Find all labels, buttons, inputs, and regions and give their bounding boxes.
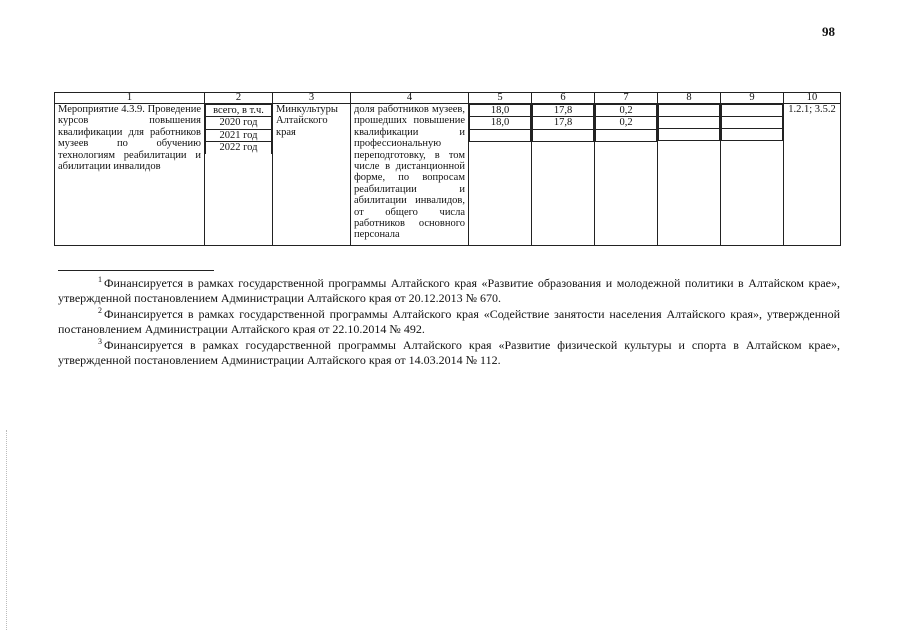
footnote-mark: 3 <box>98 336 102 346</box>
indicator-cell: доля работников музеев, прошедших повышение квалификации и профессиональную переподготовку, в том числе в дистанционной форме, по вопросам реабилитации и абилитации инвалидов, от общего числа работников основного персонала <box>351 104 469 246</box>
footnote-text: Финансируется в рамках государственной программы Алтайского края «Развитие образования и молодежной политики в Алтайском крае», утвержденной постановлением Администрации Алтайского края от 20.12.2013 № 670. <box>58 276 840 306</box>
value-cell <box>659 129 720 141</box>
col7-cell <box>595 104 658 246</box>
col8-cell <box>658 104 721 246</box>
value-cell <box>659 117 720 129</box>
header-cell: 6 <box>532 93 595 104</box>
value-cell: 17,8 <box>533 117 594 129</box>
year-label: 2021 год <box>206 129 272 141</box>
header-cell: 3 <box>273 93 351 104</box>
value-cell <box>470 129 531 141</box>
value-cell <box>659 105 720 117</box>
year-label: 2020 год <box>206 117 272 129</box>
header-cell: 10 <box>784 93 841 104</box>
col10-cell: 1.2.1; 3.5.2 <box>784 104 841 246</box>
footnote <box>58 338 840 369</box>
value-cell: 18,0 <box>470 117 531 129</box>
value-cell: 18,0 <box>470 105 531 117</box>
header-cell: 8 <box>658 93 721 104</box>
footnotes <box>58 276 840 368</box>
footnote-mark: 1 <box>98 275 102 284</box>
table-row <box>55 104 841 246</box>
footnote-text: Финансируется в рамках государственной программы Алтайского края «Содействие занятости населения Алтайского края», утвержденной постановлением Администрации Алтайского края от 22.10.2014 № 492. <box>58 306 840 337</box>
footnote-text: Финансируется в рамках государственной программы Алтайского края «Развитие физической культуры и спорта в Алтайском крае», утвержденной постановлением Администрации Алтайского края от 14.03.2014 № 112. <box>58 337 840 368</box>
footnote <box>58 276 840 307</box>
header-cell: 2 <box>205 93 273 104</box>
header-cell: 4 <box>351 93 469 104</box>
value-cell: 0,2 <box>596 117 657 129</box>
measures-table <box>54 92 841 246</box>
col6-cell <box>532 104 595 246</box>
value-cell <box>596 129 657 141</box>
value-cell <box>722 117 783 129</box>
value-cell: 17,8 <box>533 105 594 117</box>
measure-cell: Мероприятие 4.3.9. Проведение курсов повышения квалификации для работников музеев по обучению технологиям реабилитации и абилитации инвалидов <box>55 104 205 246</box>
col9-cell <box>721 104 784 246</box>
value-cell <box>722 105 783 117</box>
table-header-row <box>55 93 841 104</box>
executor-cell: Минкультуры Алтайского края <box>273 104 351 246</box>
years-cell <box>205 104 273 246</box>
page-number: 98 <box>822 24 835 39</box>
footnote-mark: 2 <box>98 305 102 315</box>
header-cell: 5 <box>469 93 532 104</box>
year-label: 2022 год <box>206 142 272 154</box>
footnote <box>58 307 840 338</box>
col5-cell <box>469 104 532 246</box>
value-cell <box>533 129 594 141</box>
header-cell: 1 <box>55 93 205 104</box>
value-cell <box>722 129 783 141</box>
footnote-divider <box>58 270 214 271</box>
value-cell: 0,2 <box>596 105 657 117</box>
scan-margin-marks <box>6 430 11 630</box>
header-cell: 9 <box>721 93 784 104</box>
header-cell: 7 <box>595 93 658 104</box>
year-label: всего, в т.ч. <box>206 105 272 117</box>
